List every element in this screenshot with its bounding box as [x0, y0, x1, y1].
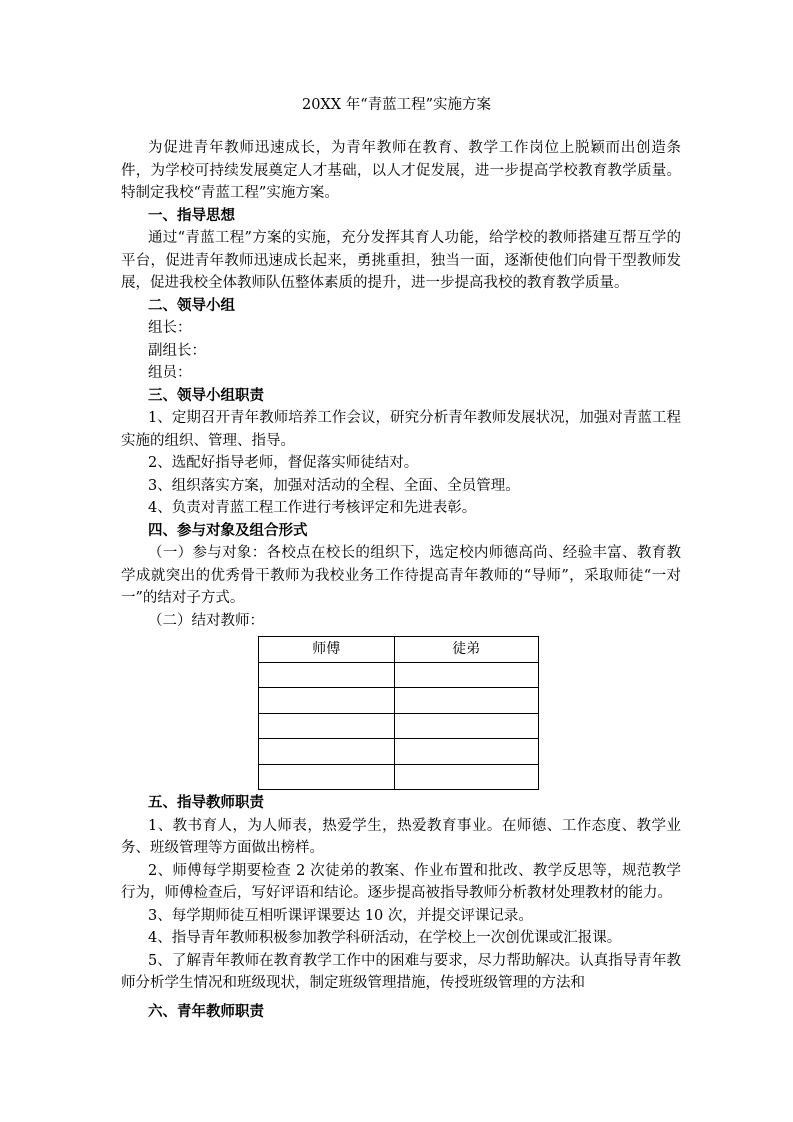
mentor-cell[interactable] — [259, 713, 395, 739]
document-body — [121, 137, 681, 1023]
intro-paragraph: 为促进青年教师迅速成长，为青年教师在教育、教学工作岗位上脱颖而出创造条件，为学校可持续发展奠定人才基础，以人才促发展，进一步提高学校教育教学质量。特制定我校“青蓝工程”实施方案。 — [121, 140, 681, 201]
group-duty-item: 3、组织落实方案，加强对活动的全程、全面、全员管理。 — [148, 477, 520, 494]
mentor-cell[interactable] — [259, 739, 395, 765]
mentor-cell[interactable] — [259, 662, 395, 688]
apprentice-cell[interactable] — [394, 688, 538, 714]
section-heading-participants: 四、参与对象及组合形式 — [148, 521, 308, 539]
apprentice-cell[interactable] — [394, 662, 538, 688]
section-heading-young-teacher-duties: 六、青年教师职责 — [148, 1002, 264, 1020]
group-deputy-line: 副组长： — [148, 342, 206, 359]
pairing-table — [258, 636, 539, 790]
document-title: 20XX 年“青蓝工程”实施方案 — [301, 97, 492, 113]
mentor-duty-item: 4、指导青年教师积极参加教学科研活动，在学校上一次创优课或汇报课。 — [148, 930, 622, 946]
section-heading-group-duties: 三、领导小组职责 — [148, 386, 264, 404]
pairing-table-wrapper — [121, 632, 681, 792]
mentor-cell[interactable] — [259, 764, 395, 790]
table-header-row — [259, 637, 539, 663]
mentor-duty-item: 2、师傅每学期要检查 2 次徒弟的教案、作业布置和批改、教学反思等，规范教学行为，师傅检查后，写好评语和结论。逐步提高被指导教师分析教材处理教材的能力。 — [121, 862, 681, 901]
mentor-duty-item: 3、每学期师徒互相听课评课要达 10 次，并提交评课记录。 — [148, 907, 533, 924]
column-header-mentor: 师傅 — [259, 637, 395, 663]
column-header-apprentice: 徒弟 — [394, 637, 538, 663]
apprentice-cell[interactable] — [394, 713, 538, 739]
table-row — [259, 688, 539, 714]
table-row — [259, 739, 539, 765]
mentor-duty-item: 1、教书育人，为人师表，热爱学生，热爱教育事业。在师德、工作态度、教学业务、班级管理等方面做出榜样。 — [121, 817, 681, 856]
guiding-ideology-paragraph: 通过“青蓝工程”方案的实施，充分发挥其育人功能，给学校的教师搭建互帮互学的平台，促进青年教师迅速成长起来，勇挑重担，独当一面，逐渐使他们向骨干型教师发展，促进我校全体教师队伍整体素质的提升，进一步提高我校的教育教学质量。 — [121, 230, 681, 291]
section-heading-guiding-ideology: 一、指导思想 — [148, 206, 235, 224]
mentor-duty-item: 5、了解青年教师在教育教学工作中的困难与要求，尽力帮助解决。认真指导青年教师分析学生情况和班级现状，制定班级管理措施，传授班级管理的方法和 — [121, 952, 681, 991]
apprentice-cell[interactable] — [394, 764, 538, 790]
table-row — [259, 764, 539, 790]
paired-teachers-label: （二）结对教师： — [148, 612, 264, 629]
section-heading-leading-group: 二、领导小组 — [148, 296, 235, 314]
group-members-line: 组员： — [148, 365, 192, 381]
section-heading-mentor-duties: 五、指导教师职责 — [148, 794, 264, 811]
group-duty-item: 2、选配好指导老师，督促落实师徒结对。 — [148, 455, 419, 471]
group-leader-line: 组长： — [148, 320, 192, 336]
mentor-cell[interactable] — [259, 688, 395, 714]
apprentice-cell[interactable] — [394, 739, 538, 765]
group-duty-item: 1、定期召开青年教师培养工作会议，研究分析青年教师发展状况，加强对青蓝工程实施的组织、管理、指导。 — [121, 410, 681, 449]
table-row — [259, 713, 539, 739]
participants-paragraph: （一）参与对象：各校点在校长的组织下，选定校内师德高尚、经验丰富、教育教学成就突出的优秀骨干教师为我校业务工作待提高青年教师的“导师”，采取师徒“一对一”的结对子方式。 — [121, 545, 681, 606]
group-duty-item: 4、负责对青蓝工程工作进行考核评定和先进表彰。 — [148, 500, 477, 516]
table-row — [259, 662, 539, 688]
